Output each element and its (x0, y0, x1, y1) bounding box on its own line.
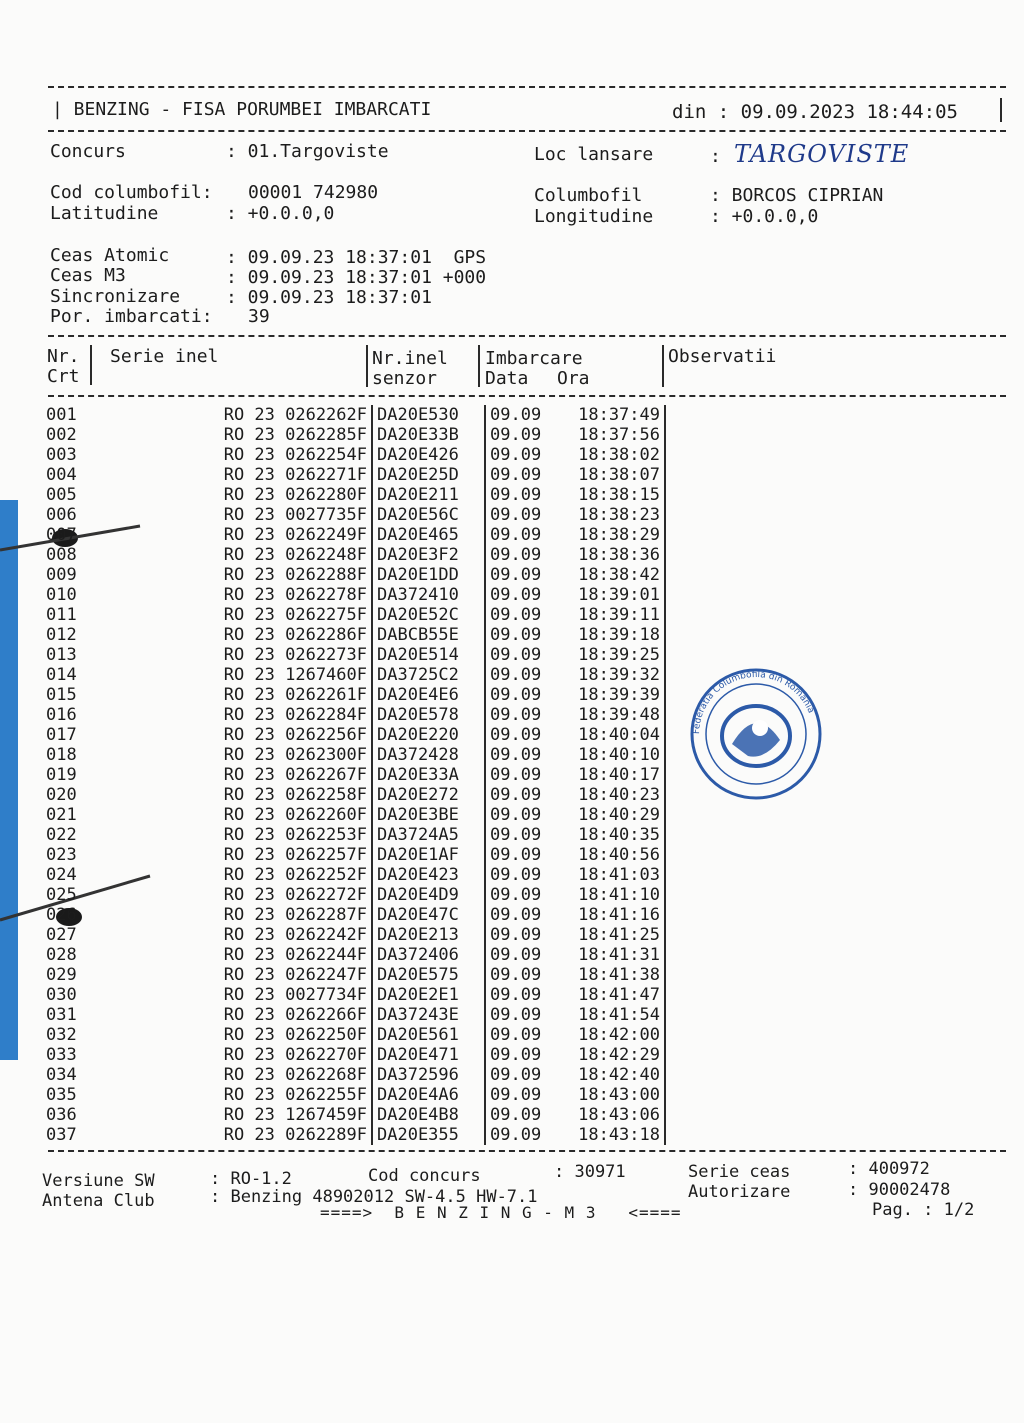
row-number: 012 (46, 625, 77, 645)
boarding-date: 09.09 (485, 705, 560, 725)
autorizare-label: Autorizare (688, 1182, 791, 1202)
svg-text:Federatia Columbofila din Roma: Federatia Columbofila din Romania (691, 669, 816, 735)
table-row (46, 525, 665, 545)
boarding-date: 09.09 (485, 1085, 560, 1105)
sensor-id: DA372428 (372, 745, 485, 765)
versiune-sw-label: Versiune SW (42, 1171, 155, 1191)
boarding-date: 09.09 (485, 525, 560, 545)
table-row (46, 465, 665, 485)
table-row (46, 1025, 665, 1045)
sensor-id: DA20E4E6 (372, 685, 485, 705)
boarding-time: 18:40:17 (560, 765, 665, 785)
boarding-time: 18:38:36 (560, 545, 665, 565)
ring-serial: RO 23 0262260F (223, 805, 367, 825)
boarding-time: 18:40:56 (560, 845, 665, 865)
boarding-date: 09.09 (485, 405, 560, 425)
ring-serial: RO 23 0262256F (223, 725, 367, 745)
boarding-date: 09.09 (485, 1025, 560, 1045)
col-separator (90, 345, 92, 385)
row-number: 034 (46, 1065, 77, 1085)
boarding-time: 18:41:31 (560, 945, 665, 965)
table-row (46, 485, 665, 505)
document-title: | BENZING - FISA PORUMBEI IMBARCATI (52, 99, 432, 120)
ring-serial: RO 23 0262268F (223, 1065, 367, 1085)
boarding-time: 18:39:01 (560, 585, 665, 605)
boarding-time: 18:42:29 (560, 1045, 665, 1065)
sensor-id: DA20E272 (372, 785, 485, 805)
table-row (46, 665, 665, 685)
table-row (46, 745, 665, 765)
ring-serial: RO 23 0262285F (223, 425, 367, 445)
col-separator (662, 345, 664, 387)
sensor-id: DA20E47C (372, 905, 485, 925)
boarding-time: 18:42:40 (560, 1065, 665, 1085)
row-number: 032 (46, 1025, 77, 1045)
longitudine-label: Longitudine (534, 206, 654, 227)
table-row (46, 885, 665, 905)
table-row (46, 1045, 665, 1065)
col-nr-header: Nr. (47, 346, 80, 367)
sensor-id: DA20E4D9 (372, 885, 485, 905)
row-number: 014 (46, 665, 77, 685)
ring-serial: RO 23 0027735F (223, 505, 367, 525)
sensor-id: DA20E465 (372, 525, 485, 545)
row-number: 007 (46, 525, 77, 545)
table-row (46, 1105, 665, 1125)
table-row (46, 725, 665, 745)
row-number: 017 (46, 725, 77, 745)
ring-serial: RO 23 0262267F (223, 765, 367, 785)
sensor-id: DA372410 (372, 585, 485, 605)
table-row (46, 1065, 665, 1085)
table-row (46, 865, 665, 885)
table-row (46, 905, 665, 925)
ceas-m3-label: Ceas M3 (50, 265, 126, 286)
ring-serial: RO 23 0262254F (223, 445, 367, 465)
ring-serial: RO 23 0262266F (223, 1005, 367, 1025)
ceas-m3-value: : 09.09.23 18:37:01 +000 (226, 267, 487, 288)
federation-stamp (686, 664, 826, 804)
boarding-date: 09.09 (485, 785, 560, 805)
col-data-header: Data (485, 368, 529, 389)
boarding-time: 18:41:38 (560, 965, 665, 985)
sensor-id: DABCB55E (372, 625, 485, 645)
boarding-date: 09.09 (485, 1125, 560, 1145)
row-number: 027 (46, 925, 77, 945)
ring-serial: RO 23 0262287F (223, 905, 367, 925)
boarding-time: 18:38:02 (560, 445, 665, 465)
boarding-time: 18:37:49 (560, 405, 665, 425)
ring-serial: RO 23 0262247F (223, 965, 367, 985)
ring-serial: RO 23 0027734F (223, 985, 367, 1005)
table-row (46, 605, 665, 625)
boarding-time: 18:43:06 (560, 1105, 665, 1125)
boarding-time: 18:38:23 (560, 505, 665, 525)
loc-lansare-handwritten: TARGOVISTE (734, 140, 910, 168)
ring-serial: RO 23 0262280F (223, 485, 367, 505)
table-row (46, 845, 665, 865)
boarding-time: 18:41:10 (560, 885, 665, 905)
columbofil-value: : BORCOS CIPRIAN (710, 185, 884, 206)
page-number: Pag. : 1/2 (872, 1200, 975, 1220)
ring-serial: RO 23 0262288F (223, 565, 367, 585)
boarding-date: 09.09 (485, 725, 560, 745)
boarding-time: 18:40:23 (560, 785, 665, 805)
sensor-id: DA20E220 (372, 725, 485, 745)
boarding-time: 18:40:29 (560, 805, 665, 825)
row-number: 029 (46, 965, 77, 985)
table-row (46, 785, 665, 805)
table-row (46, 965, 665, 985)
boarding-time: 18:39:11 (560, 605, 665, 625)
sensor-id: DA20E3F2 (372, 545, 485, 565)
longitudine-value: : +0.0.0,0 (710, 206, 819, 227)
row-number: 008 (46, 545, 77, 565)
boarding-date: 09.09 (485, 925, 560, 945)
sensor-id: DA20E1DD (372, 565, 485, 585)
ring-serial: RO 23 1267460F (223, 665, 367, 685)
sensor-id: DA20E3BE (372, 805, 485, 825)
boarding-time: 18:38:29 (560, 525, 665, 545)
col-imbarcare-header: Imbarcare (485, 348, 583, 369)
row-number: 022 (46, 825, 77, 845)
col-separator (478, 345, 480, 387)
row-number: 005 (46, 485, 77, 505)
boarding-date: 09.09 (485, 965, 560, 985)
sensor-id: DA20E52C (372, 605, 485, 625)
ring-serial: RO 23 0262284F (223, 705, 367, 725)
boarding-date: 09.09 (485, 505, 560, 525)
boarding-date: 09.09 (485, 1045, 560, 1065)
pigeon-table (46, 405, 666, 1145)
ring-serial: RO 23 0262257F (223, 845, 367, 865)
col-serie-header: Serie inel (110, 346, 219, 367)
boarding-time: 18:39:25 (560, 645, 665, 665)
row-number: 011 (46, 605, 77, 625)
divider-line (48, 1150, 1006, 1152)
boarding-time: 18:39:48 (560, 705, 665, 725)
cod-columbofil-label: Cod columbofil: (50, 182, 213, 203)
boarding-time: 18:41:25 (560, 925, 665, 945)
row-number: 015 (46, 685, 77, 705)
boarding-time: 18:40:35 (560, 825, 665, 845)
boarding-date: 09.09 (485, 945, 560, 965)
loc-lansare-label: Loc lansare (534, 144, 654, 165)
concurs-label: Concurs (50, 141, 126, 162)
boarding-date: 09.09 (485, 565, 560, 585)
boarding-date: 09.09 (485, 605, 560, 625)
col-ora-header: Ora (557, 368, 590, 389)
col-nrinel-header: Nr.inel (372, 348, 448, 369)
row-number: 031 (46, 1005, 77, 1025)
sensor-id: DA20E1AF (372, 845, 485, 865)
table-row (46, 585, 665, 605)
boarding-time: 18:38:15 (560, 485, 665, 505)
row-number: 002 (46, 425, 77, 445)
table-row (46, 625, 665, 645)
boarding-date: 09.09 (485, 645, 560, 665)
ring-serial: RO 23 0262250F (223, 1025, 367, 1045)
table-row (46, 705, 665, 725)
ring-serial: RO 23 0262261F (223, 685, 367, 705)
row-number: 006 (46, 505, 77, 525)
table-row (46, 545, 665, 565)
document-date: din : 09.09.2023 18:44:05 (672, 101, 958, 123)
table-row (46, 425, 665, 445)
sincronizare-value: : 09.09.23 18:37:01 (226, 287, 432, 308)
boarding-time: 18:39:32 (560, 665, 665, 685)
sensor-id: DA20E2E1 (372, 985, 485, 1005)
cod-columbofil-value: 00001 742980 (248, 182, 379, 203)
row-number: 026 (46, 905, 77, 925)
ring-serial: RO 23 1267459F (223, 1105, 367, 1125)
table-row (46, 765, 665, 785)
sensor-id: DA20E25D (372, 465, 485, 485)
ring-serial: RO 23 0262278F (223, 585, 367, 605)
row-number: 016 (46, 705, 77, 725)
boarding-date: 09.09 (485, 825, 560, 845)
table-row (46, 505, 665, 525)
col-crt-header: Crt (47, 366, 80, 387)
boarding-time: 18:43:18 (560, 1125, 665, 1145)
boarding-time: 18:39:18 (560, 625, 665, 645)
cod-concurs-label: Cod concurs (368, 1166, 481, 1186)
boarding-date: 09.09 (485, 885, 560, 905)
boarding-date: 09.09 (485, 765, 560, 785)
boarding-date: 09.09 (485, 1105, 560, 1125)
sensor-id: DA20E213 (372, 925, 485, 945)
ring-serial: RO 23 0262286F (223, 625, 367, 645)
boarding-time: 18:40:04 (560, 725, 665, 745)
boarding-time: 18:39:39 (560, 685, 665, 705)
sensor-id: DA20E4A6 (372, 1085, 485, 1105)
ring-serial: RO 23 0262253F (223, 825, 367, 845)
col-separator (366, 345, 368, 387)
sensor-id: DA20E575 (372, 965, 485, 985)
boarding-date: 09.09 (485, 985, 560, 1005)
ring-serial: RO 23 0262262F (223, 405, 367, 425)
row-number: 018 (46, 745, 77, 765)
ring-serial: RO 23 0262275F (223, 605, 367, 625)
sensor-id: DA20E530 (372, 405, 485, 425)
table-row (46, 565, 665, 585)
ring-serial: RO 23 0262258F (223, 785, 367, 805)
boarding-date: 09.09 (485, 445, 560, 465)
divider-line (48, 395, 1006, 397)
table-row (46, 945, 665, 965)
concurs-value: : 01.Targoviste (226, 141, 389, 162)
boarding-time: 18:41:47 (560, 985, 665, 1005)
table-row (46, 805, 665, 825)
boarding-date: 09.09 (485, 585, 560, 605)
sensor-id: DA20E56C (372, 505, 485, 525)
row-number: 001 (46, 405, 77, 425)
sensor-id: DA372596 (372, 1065, 485, 1085)
ring-serial: RO 23 0262270F (223, 1045, 367, 1065)
col-senzor-header: senzor (372, 368, 438, 389)
antena-club-value: : Benzing 48902012 SW-4.5 HW-7.1 (210, 1187, 538, 1207)
row-number: 036 (46, 1105, 77, 1125)
row-number: 030 (46, 985, 77, 1005)
versiune-sw-value: : RO-1.2 (210, 1169, 292, 1189)
table-row (46, 925, 665, 945)
boarding-date: 09.09 (485, 685, 560, 705)
ring-serial: RO 23 0262242F (223, 925, 367, 945)
boarding-date: 09.09 (485, 805, 560, 825)
table-row (46, 825, 665, 845)
por-imbarcati-value: 39 (248, 306, 270, 327)
sensor-id: DA20E355 (372, 1125, 485, 1145)
boarding-time: 18:41:16 (560, 905, 665, 925)
antena-club-label: Antena Club (42, 1191, 155, 1211)
ring-serial: RO 23 0262300F (223, 745, 367, 765)
boarding-date: 09.09 (485, 465, 560, 485)
row-number: 025 (46, 885, 77, 905)
latitudine-label: Latitudine (50, 203, 159, 224)
header-right-bar (1000, 98, 1002, 122)
sensor-id: DA20E33A (372, 765, 485, 785)
row-number: 033 (46, 1045, 77, 1065)
boarding-date: 09.09 (485, 905, 560, 925)
sensor-id: DA20E471 (372, 1045, 485, 1065)
latitudine-value: : +0.0.0,0 (226, 203, 335, 224)
boarding-time: 18:37:56 (560, 425, 665, 445)
por-imbarcati-label: Por. imbarcati: (50, 306, 213, 327)
row-number: 021 (46, 805, 77, 825)
ring-serial: RO 23 0262255F (223, 1085, 367, 1105)
table-row (46, 445, 665, 465)
boarding-time: 18:38:42 (560, 565, 665, 585)
ring-serial: RO 23 0262244F (223, 945, 367, 965)
row-number: 013 (46, 645, 77, 665)
boarding-date: 09.09 (485, 745, 560, 765)
row-number: 024 (46, 865, 77, 885)
boarding-date: 09.09 (485, 865, 560, 885)
boarding-time: 18:38:07 (560, 465, 665, 485)
ring-serial: RO 23 0262249F (223, 525, 367, 545)
row-number: 037 (46, 1125, 77, 1145)
boarding-date: 09.09 (485, 425, 560, 445)
sensor-id: DA20E578 (372, 705, 485, 725)
boarding-time: 18:42:00 (560, 1025, 665, 1045)
sensor-id: DA20E426 (372, 445, 485, 465)
boarding-date: 09.09 (485, 485, 560, 505)
table-row (46, 685, 665, 705)
sensor-id: DA3724A5 (372, 825, 485, 845)
ceas-atomic-label: Ceas Atomic (50, 245, 170, 266)
boarding-date: 09.09 (485, 665, 560, 685)
autorizare-value: : 90002478 (848, 1180, 951, 1200)
row-number: 004 (46, 465, 77, 485)
col-observatii-header: Observatii (668, 346, 777, 367)
ring-serial: RO 23 0262273F (223, 645, 367, 665)
divider-line (48, 86, 1006, 88)
sensor-id: DA20E514 (372, 645, 485, 665)
divider-line (48, 130, 1006, 132)
boarding-date: 09.09 (485, 625, 560, 645)
sincronizare-label: Sincronizare (50, 286, 181, 307)
sensor-id: DA20E561 (372, 1025, 485, 1045)
benzing-brand-line: ====> B E N Z I N G - M 3 <==== (320, 1203, 682, 1222)
boarding-time: 18:41:03 (560, 865, 665, 885)
sensor-id: DA20E423 (372, 865, 485, 885)
ring-serial: RO 23 0262271F (223, 465, 367, 485)
row-number: 010 (46, 585, 77, 605)
table-row (46, 985, 665, 1005)
divider-line (48, 335, 1006, 337)
ring-serial: RO 23 0262289F (223, 1125, 367, 1145)
ring-serial: RO 23 0262252F (223, 865, 367, 885)
boarding-date: 09.09 (485, 545, 560, 565)
ring-serial: RO 23 0262272F (223, 885, 367, 905)
row-number: 003 (46, 445, 77, 465)
boarding-time: 18:41:54 (560, 1005, 665, 1025)
ring-serial: RO 23 0262248F (223, 545, 367, 565)
loc-lansare-colon: : (710, 146, 721, 167)
columbofil-label: Columbofil (534, 185, 643, 206)
row-number: 028 (46, 945, 77, 965)
sensor-id: DA20E33B (372, 425, 485, 445)
row-number: 035 (46, 1085, 77, 1105)
row-number: 020 (46, 785, 77, 805)
serie-ceas-value: : 400972 (848, 1159, 930, 1179)
boarding-time: 18:43:00 (560, 1085, 665, 1105)
row-number: 019 (46, 765, 77, 785)
sensor-id: DA372406 (372, 945, 485, 965)
sensor-id: DA3725C2 (372, 665, 485, 685)
boarding-date: 09.09 (485, 845, 560, 865)
row-number: 023 (46, 845, 77, 865)
row-number: 009 (46, 565, 77, 585)
table-row (46, 405, 665, 425)
boarding-date: 09.09 (485, 1065, 560, 1085)
sensor-id: DA20E211 (372, 485, 485, 505)
boarding-date: 09.09 (485, 1005, 560, 1025)
sensor-id: DA37243E (372, 1005, 485, 1025)
sensor-id: DA20E4B8 (372, 1105, 485, 1125)
table-row (46, 1085, 665, 1105)
ceas-atomic-value: : 09.09.23 18:37:01 GPS (226, 247, 487, 268)
table-row (46, 645, 665, 665)
boarding-time: 18:40:10 (560, 745, 665, 765)
table-row (46, 1005, 665, 1025)
serie-ceas-label: Serie ceas (688, 1162, 791, 1182)
cod-concurs-value: : 30971 (554, 1162, 626, 1182)
table-row (46, 1125, 665, 1145)
